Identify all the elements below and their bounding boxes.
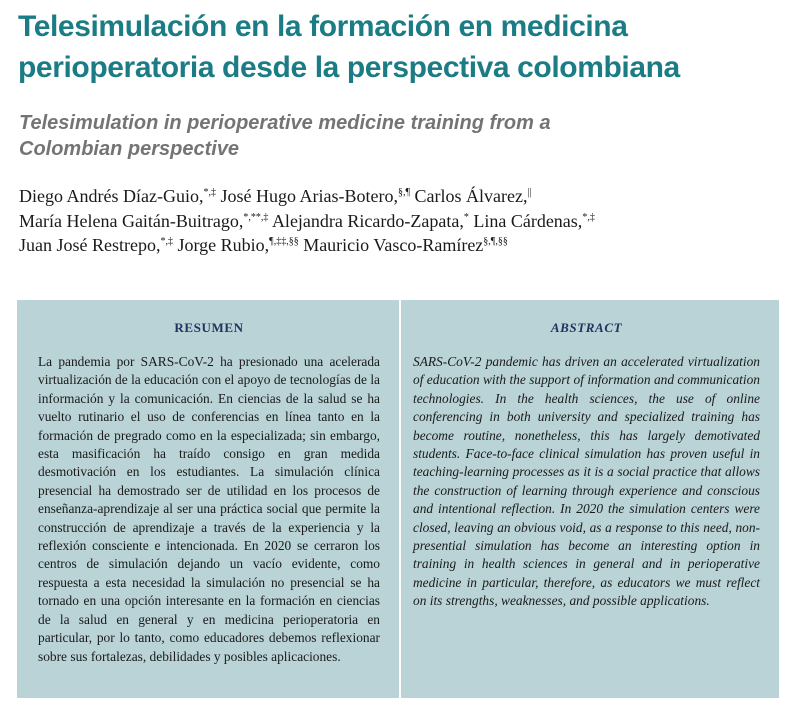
author-affiliation: ¶,‡‡,§§ <box>269 236 299 247</box>
author: Carlos Álvarez,|| <box>414 186 532 206</box>
author-affiliation: *,‡ <box>582 211 595 223</box>
author-affiliation: * <box>463 211 469 223</box>
abstract-heading: ABSTRACT <box>550 320 623 335</box>
author-affiliation: *,‡ <box>160 236 173 247</box>
author: Mauricio Vasco-Ramírez§,¶,§§ <box>303 235 508 255</box>
author: Lina Cárdenas,*,‡ <box>473 210 595 231</box>
author-list <box>19 184 789 258</box>
author: Juan José Restrepo,*,‡ <box>19 235 173 255</box>
author-affiliation: §,¶,§§ <box>483 236 508 247</box>
author-affiliation: || <box>527 187 532 198</box>
author-affiliation: *,‡ <box>203 187 216 198</box>
author: Diego Andrés Díaz-Guio,*,‡ <box>19 186 216 206</box>
resumen-column <box>17 300 399 698</box>
author: José Hugo Arias-Botero,§,¶ <box>220 186 410 206</box>
author-affiliation: §,¶ <box>397 187 410 198</box>
author: Alejandra Ricardo-Zapata,* <box>271 210 469 231</box>
author-affiliation: *,**,‡ <box>243 211 269 223</box>
article-title: Telesimulación en la formación en medicina perioperatoria desde la perspectiva colombiana <box>18 10 680 84</box>
article-subtitle-english: Telesimulation in perioperative medicine training from a Colombian perspective <box>19 112 551 160</box>
resumen-heading: RESUMEN <box>174 320 244 335</box>
abstract-column <box>399 300 779 698</box>
author: María Helena Gaitán-Buitrago,*,**,‡ <box>19 210 269 231</box>
abstract-text: SARS-CoV-2 pandemic has driven an accelerated virtualization of education with the support of information and communication technologies. In the health sciences, the use of online conferencing in both university and specialized training has become routine, nonetheless, this has largely demotivated students. Face-to-face clinical simulation has proven useful in teaching-learning processes as it is a social practice that allows the construction of learning through experience and conscious and intentional reflection. In 2020 the simulation centers were closed, leaving an obvious void, as a response to this need, non-presential simulation has become an interesting option in training in health sciences in general and in perioperative medicine in particular, therefore, as educators we must reflect on its strengths, weaknesses, and possible applications. <box>413 354 760 609</box>
resumen-text: La pandemia por SARS-CoV-2 ha presionado una acelerada virtualización de la educación con el apoyo de tecnologías de la información y la comunicación. En ciencias de la salud se ha vuelto rutinario el uso de conferencias en línea tanto en la formación de pregrado como en la especializada; sin embargo, esta masificación ha traído consigo en gran medida desmotivación en los estudiantes. La simulación clínica presencial ha demostrado ser de utilidad en los procesos de enseñanza-aprendizaje al ser una práctica social que permite la construcción de aprendizaje a través de la experiencia y la reflexión consciente e intencionada. En 2020 se cerraron los centros de simulación dejando un vacío evidente, como respuesta a esta necesidad la simulación no presencial se ha tornado en una opción interesante en la formación en ciencias de la salud en general y en medicina perioperatoria en particular, por lo tanto, como educadores debemos reflexionar sobre sus fortalezas, debilidades y posibles aplicaciones. <box>38 354 380 664</box>
abstract-box <box>17 300 779 698</box>
author: Jorge Rubio,¶,‡‡,§§ <box>177 235 299 255</box>
